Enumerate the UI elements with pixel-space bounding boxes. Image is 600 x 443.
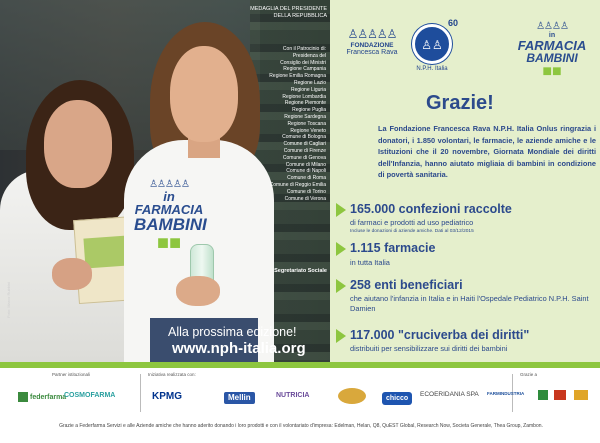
ifb-line2: FARMACIA	[517, 38, 587, 53]
volunteer-face	[170, 46, 238, 142]
patrocinio-item: Regione Lombardia	[282, 93, 326, 100]
patrocinio-item: Comune di Cagliari	[283, 141, 326, 148]
caption-iniziativa: Iniziativa realizzata con:	[148, 372, 196, 377]
sponsor-logo	[574, 390, 588, 400]
patrocinio-item: Regione Puglia	[292, 107, 326, 114]
ifb-mark: ■■	[542, 63, 562, 80]
fondazione-logo	[342, 28, 402, 56]
patrocinio-item: Comune di Bologna	[282, 134, 326, 141]
people-icon: ♙♙♙♙♙	[149, 179, 189, 190]
pharmacist-face	[44, 100, 112, 188]
patrocinio-item: Comune di Verona	[284, 195, 326, 202]
family-icon: ♙♙♙♙♙	[347, 27, 397, 41]
stat-headline: 117.000 "cruciverba dei diritti"	[350, 328, 530, 342]
ifb-line3: BAMBINI	[526, 51, 578, 65]
nutricia-logo: NUTRICIA	[276, 392, 310, 399]
chicco-logo: chicco	[382, 392, 412, 405]
patrocinio-item: Regione Lazio	[294, 79, 326, 86]
ecoeridania-logo: ECOERIDANIA SPA	[420, 391, 479, 398]
nph-name: N.P.H. Italia	[416, 66, 448, 72]
message-panel	[330, 0, 600, 362]
patrocinio-item: Comune di Reggio Emilia	[269, 181, 326, 188]
patrocinio-item: Con il Patrocinio di:	[282, 46, 326, 52]
stat-headline: 165.000 confezioni raccolte	[350, 202, 512, 216]
stat-detail: di farmaci e prodotti ad uso pediatrico	[350, 218, 474, 227]
patrocinio-item: Regione Toscana	[287, 120, 326, 127]
arrow-icon	[336, 242, 346, 256]
nph-anniversary: 60	[447, 18, 458, 28]
farmindustria-logo: FARMINDUSTRIA	[487, 391, 525, 396]
separator	[140, 374, 141, 412]
patrocinio-item: Regione Liguria	[290, 86, 326, 93]
fondazione-name-line2: Francesca Rava	[346, 49, 398, 56]
patrocinio-item: Regione Veneto	[290, 127, 326, 134]
patrocinio-item: Comune di Torino	[286, 188, 326, 195]
patrocini-list	[238, 46, 326, 202]
photo-credit: Foto: Marco Rubbini	[6, 281, 11, 318]
patrocinio-item: Comune di Genova	[282, 154, 326, 161]
patrocinio-item: Regione Sardegna	[284, 113, 326, 120]
pharmacist-hand	[52, 258, 92, 290]
tshirt-logo-line2: FARMACIA	[134, 202, 204, 217]
sponsor-logo	[538, 390, 548, 400]
arrow-icon	[336, 203, 346, 217]
tshirt-logo-line1: in	[163, 189, 175, 204]
stat-detail: che aiutano l'infanzia in Italia e in Haiti l'Ospedale Pediatrico N.P.H. Saint Damien	[350, 294, 589, 313]
arrow-icon	[336, 329, 346, 343]
patrocinio-item: Regione Emilia Romagna	[269, 73, 326, 80]
stat-note: Incluse le donazioni di aziende amiche. Dati al 03/12/2015	[350, 229, 474, 234]
patrocinio-item: Comune di Napoli	[286, 168, 326, 175]
patrocinio-item: Comune di Milano	[285, 161, 326, 168]
stat-headline: 1.115 farmacie	[350, 241, 436, 255]
caption-grazie-a: Grazie a	[520, 372, 538, 377]
patrocinio-item: Consiglio dei Ministri	[280, 59, 326, 66]
medaglia-text: MEDAGLIA DEL PRESIDENTE DELLA REPUBBLICA	[250, 6, 327, 19]
sponsor-oval-logo	[338, 388, 366, 404]
ifb-line1: in	[548, 32, 556, 39]
caption-partner-istituzionali: Partner istituzionali	[52, 372, 91, 377]
kpmg-logo: KPMG	[152, 391, 182, 402]
volunteer-hand	[176, 276, 220, 306]
hero-photo	[0, 0, 330, 362]
patrocinio-item: Comune di Roma	[287, 175, 326, 182]
patrocinio-item: Regione Piemonte	[284, 100, 326, 107]
sponsor-logo	[554, 390, 566, 400]
patrocinio-item: Comune di Firenze	[283, 147, 326, 154]
stat-detail: distribuiti per sensibilizzare sui diritti dei bambini	[350, 344, 508, 353]
tshirt-logo	[134, 179, 207, 254]
partners-strip	[0, 368, 600, 443]
cosmofarma-logo: COSMOFARMA	[64, 392, 116, 399]
intro-text: La Fondazione Francesca Rava N.P.H. Italia Onlus ringrazia i donatori, i 1.850 volontari, le farmacie, le aziende amiche e le Istituzioni che il 20 novembre, Giornata Mondiale dei diritti dell'Infanzia, hanno aiutato migliaia di bambini in condizione di povertà sanitaria.	[378, 124, 596, 179]
segretariato-sociale: Segretariato Sociale	[274, 268, 327, 274]
patrocinio-item: Presidenza del	[292, 52, 326, 59]
fondazione-name-line1: FONDAZIONE	[350, 42, 394, 49]
in-farmacia-bambini-logo	[516, 22, 588, 80]
thanks-footer: Grazie a Federfarma Servizi e alle Aziende amiche che hanno aderito donando i loro prodotti e con il volontariato d'impresa: Edelman, Helan, Q8, QuEST Global, Research Now, Societa Generale, Thea Group, Zambon.	[59, 423, 543, 429]
nph-logo	[406, 18, 458, 72]
mellin-logo: Mellin	[224, 392, 255, 404]
tshirt-logo-line3: BAMBINI	[134, 215, 207, 234]
next-edition-text: Alla prossima edizione!	[168, 325, 297, 339]
page-title: Grazie!	[426, 92, 494, 114]
arrow-icon	[336, 279, 346, 293]
patrocinio-item: Regione Campania	[283, 66, 326, 73]
website-link[interactable]: www.nph-italia.org	[172, 340, 306, 357]
federfarma-logo: federfarma	[18, 392, 66, 402]
tshirt-logo-mark: ■■	[156, 232, 182, 254]
people-icon: ♙♙♙♙	[536, 21, 568, 32]
stat-detail: in tutta Italia	[350, 258, 390, 267]
stat-headline: 258 enti beneficiari	[350, 278, 463, 292]
nph-emblem-icon: ♙♙	[412, 24, 452, 64]
